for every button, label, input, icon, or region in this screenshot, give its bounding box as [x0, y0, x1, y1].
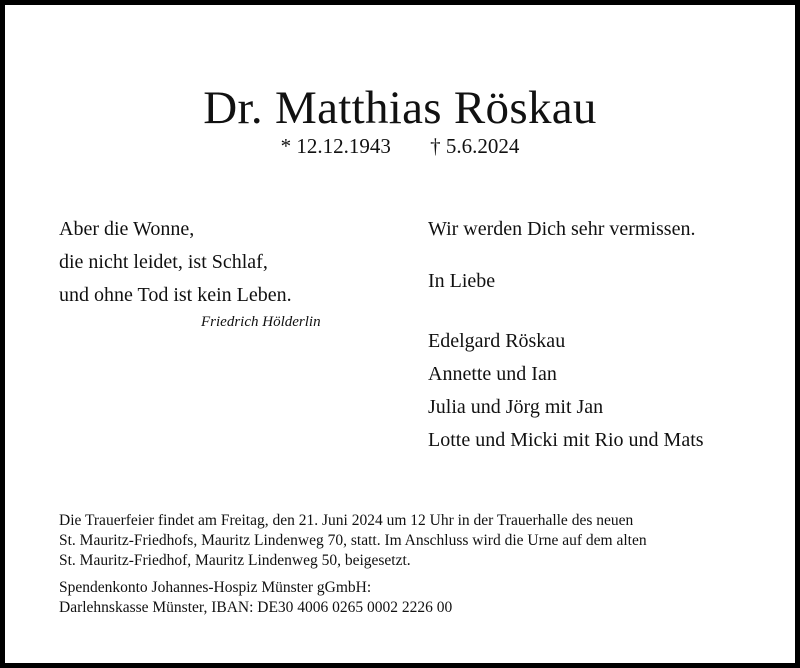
- mourner-name: Julia und Jörg mit Jan: [428, 396, 604, 418]
- life-dates: [5, 133, 795, 159]
- poem-line: Aber die Wonne,: [59, 218, 195, 240]
- service-line: Die Trauerfeier findet am Freitag, den 21. Juni 2024 um 12 Uhr in der Trauerhalle des neuen: [59, 512, 634, 529]
- closing-text: In Liebe: [428, 270, 496, 292]
- service-notice: [59, 511, 647, 571]
- poem-author: Friedrich Hölderlin: [201, 314, 321, 330]
- service-line: St. Mauritz-Friedhof, Mauritz Lindenweg 50, beigesetzt.: [59, 552, 411, 569]
- poem-quote: [59, 213, 292, 312]
- donation-line: Spendenkonto Johannes-Hospiz Münster gGmbH:: [59, 579, 372, 596]
- donation-line: Darlehnskasse Münster, IBAN: DE30 4006 0265 0002 2226 00: [59, 599, 453, 616]
- mourner-list: [428, 325, 704, 457]
- mourner-name: Edelgard Röskau: [428, 330, 566, 352]
- poem-line: die nicht leidet, ist Schlaf,: [59, 251, 268, 273]
- poem-line: und ohne Tod ist kein Leben.: [59, 284, 292, 306]
- birth-date: * 12.12.1943: [280, 134, 391, 158]
- farewell-text: Wir werden Dich sehr vermissen.: [428, 218, 696, 240]
- obituary-card: [5, 5, 795, 663]
- mourner-name: Annette und Ian: [428, 363, 557, 385]
- deceased-name: Dr. Matthias Röskau: [203, 82, 597, 134]
- farewell-message: [428, 213, 695, 298]
- death-date: † 5.6.2024: [430, 134, 520, 158]
- mourner-name: Lotte und Micki mit Rio und Mats: [428, 429, 704, 451]
- donation-info: [59, 578, 452, 618]
- service-line: St. Mauritz-Friedhofs, Mauritz Lindenweg 70, statt. Im Anschluss wird die Urne auf dem alten: [59, 532, 647, 549]
